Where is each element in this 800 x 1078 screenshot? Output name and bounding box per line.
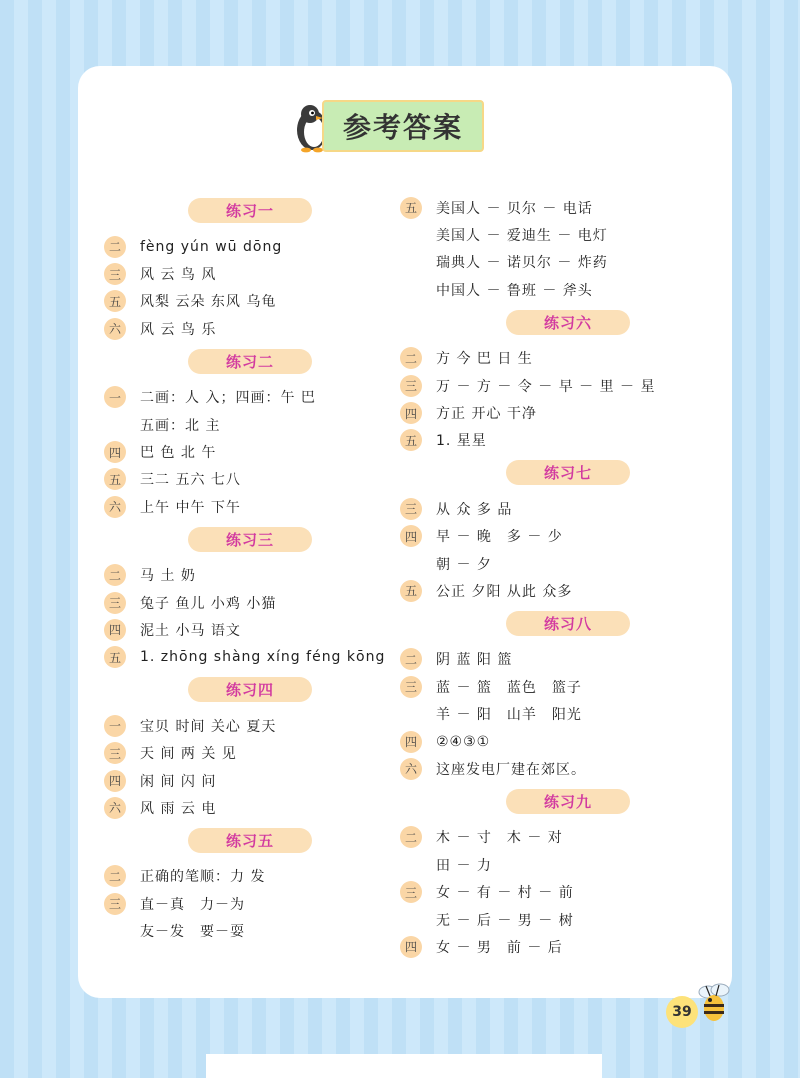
answer-row [400,495,700,522]
question-number-badge: 四 [400,936,422,958]
answer-row [104,260,394,287]
question-number-badge: 六 [104,797,126,819]
answer-row [400,728,700,755]
answer-row [400,372,700,399]
answer-row [104,644,394,671]
answer-row [400,523,700,550]
answer-row [400,577,700,604]
exercise-section [400,460,700,605]
answer-row [104,794,394,821]
answer-text: 风 云 鸟 乐 [140,321,217,338]
question-number-badge: 五 [400,429,422,451]
answer-row [400,700,700,727]
question-number-badge: 四 [400,731,422,753]
question-number-badge [400,224,422,246]
question-number-badge [400,854,422,876]
exercise-section [104,198,394,343]
answer-text: 兔子 鱼儿 小鸡 小猫 [140,595,277,612]
answer-text: 五画：北 主 [140,417,221,434]
answer-row [400,933,700,960]
answer-text: 上午 中午 下午 [140,499,241,516]
answer-row [104,493,394,520]
answer-text: 公正 夕阳 从此 众多 [436,583,573,600]
answer-text: 二画：人 入；四画：午 巴 [140,390,316,407]
answer-text: ②④③① [436,733,491,750]
answer-row [400,276,700,303]
answer-row [104,767,394,794]
question-number-badge: 三 [400,375,422,397]
answer-row [104,890,394,917]
answer-row [400,221,700,248]
question-number-badge [400,909,422,931]
answer-row [400,851,700,878]
question-number-badge: 二 [400,648,422,670]
answer-text: 友－发 要－耍 [140,924,245,941]
answer-text: 巴 色 北 午 [140,445,217,462]
question-number-badge: 二 [104,865,126,887]
answer-text: 木 － 寸 木 － 对 [436,830,563,847]
exercise-section [104,527,394,672]
question-number-badge: 三 [400,498,422,520]
section-header: 练习二 [188,349,312,374]
answer-row [104,438,394,465]
answer-text: 阴 蓝 阳 篮 [436,652,513,669]
question-number-badge: 三 [400,676,422,698]
answer-text: 1. 星星 [436,433,487,450]
question-number-badge: 六 [400,758,422,780]
answer-text: 正确的笔顺：力 发 [140,869,266,886]
answer-row [400,673,700,700]
question-number-badge: 四 [104,619,126,641]
question-number-badge: 五 [104,290,126,312]
question-number-badge: 四 [104,441,126,463]
exercise-section [400,310,700,455]
answer-row [104,411,394,438]
answer-text: 风梨 云朵 东风 乌龟 [140,294,277,311]
question-number-badge: 四 [400,402,422,424]
question-number-badge: 五 [400,580,422,602]
section-header: 练习八 [506,611,630,636]
answer-text: 从 众 多 品 [436,501,513,518]
question-number-badge: 五 [104,646,126,668]
section-header: 练习一 [188,198,312,223]
page-number: 39 [666,996,698,1028]
question-number-badge: 二 [400,826,422,848]
question-number-badge: 五 [400,197,422,219]
answer-row [400,399,700,426]
answer-row [400,824,700,851]
bottom-strip [206,1054,602,1078]
question-number-badge: 二 [400,347,422,369]
answer-text: 美国人 － 贝尔 － 电话 [436,200,593,217]
answer-row [400,550,700,577]
exercise-section [104,349,394,521]
answer-row [400,878,700,905]
exercise-section [400,611,700,783]
answer-text: 风 云 鸟 风 [140,267,217,284]
answer-row [400,755,700,782]
answer-text: 中国人 － 鲁班 － 斧头 [436,282,593,299]
question-number-badge [104,414,126,436]
answer-text: 三二 五六 七八 [140,472,241,489]
answer-row [104,233,394,260]
question-number-badge: 三 [104,893,126,915]
answer-text: 美国人 － 爱迪生 － 电灯 [436,228,608,245]
exercise-section [104,828,394,945]
answer-row [400,194,700,221]
answer-row [104,863,394,890]
answer-row [400,427,700,454]
question-number-badge [400,279,422,301]
question-number-badge: 三 [104,742,126,764]
answer-text: 蓝 － 篮 蓝色 篮子 [436,679,582,696]
question-number-badge [104,920,126,942]
answer-text: 宝贝 时间 关心 夏天 [140,718,277,735]
answer-row [104,712,394,739]
answer-text: 女 － 男 前 － 后 [436,939,563,956]
question-number-badge: 六 [104,496,126,518]
answer-row [104,315,394,342]
section-header: 练习九 [506,789,630,814]
question-number-badge: 三 [104,263,126,285]
question-number-badge: 一 [104,715,126,737]
answer-text: 早 － 晚 多 － 少 [436,529,563,546]
answer-text: 田 － 力 [436,857,492,874]
exercise-section [104,677,394,822]
question-number-badge [400,553,422,575]
answer-text: 闲 间 闪 问 [140,773,217,790]
answer-text: 方正 开心 干净 [436,406,537,423]
answer-text: 女 － 有 － 村 － 前 [436,885,574,902]
question-number-badge: 五 [104,468,126,490]
answer-text: 无 － 后 － 男 － 树 [436,912,574,929]
question-number-badge [400,251,422,273]
right-column [400,194,700,967]
exercise-section [400,194,700,304]
section-header: 练习七 [506,460,630,485]
answer-row [104,616,394,643]
answer-row [104,739,394,766]
answer-row [104,288,394,315]
answer-text: 万 － 方 － 令 － 早 － 里 － 星 [436,378,656,395]
answer-text: 1. zhōng shàng xíng féng kōng [140,649,386,666]
answer-text: 马 土 奶 [140,568,196,585]
answer-row [400,906,700,933]
answer-text: fèng yún wū dōng [140,238,283,255]
answer-row [104,589,394,616]
question-number-badge: 四 [104,770,126,792]
answer-text: 方 今 巴 日 生 [436,351,533,368]
page-title: 参考答案 [322,100,484,152]
answer-text: 朝 － 夕 [436,556,492,573]
question-number-badge: 六 [104,318,126,340]
section-header: 练习六 [506,310,630,335]
answer-row [104,466,394,493]
answer-text: 风 雨 云 电 [140,800,217,817]
answer-row [104,384,394,411]
question-number-badge: 三 [104,592,126,614]
answer-text: 泥土 小马 语文 [140,622,241,639]
answer-text: 直－真 力－为 [140,896,245,913]
answer-text: 天 间 两 关 见 [140,746,237,763]
answer-row [400,646,700,673]
question-number-badge: 四 [400,525,422,547]
answer-text: 羊 － 阳 山羊 阳光 [436,707,582,724]
answer-row [400,249,700,276]
exercise-section [400,789,700,961]
question-number-badge: 一 [104,386,126,408]
title-area [290,94,490,158]
answer-text: 这座发电厂建在郊区。 [436,761,586,778]
answer-row [104,917,394,944]
question-number-badge: 二 [104,236,126,258]
answer-row [104,562,394,589]
answer-text: 瑞典人 － 诺贝尔 － 炸药 [436,255,608,272]
question-number-badge: 三 [400,881,422,903]
answer-row [400,345,700,372]
section-header: 练习五 [188,828,312,853]
question-number-badge [400,703,422,725]
left-column [104,194,394,951]
question-number-badge: 二 [104,564,126,586]
section-header: 练习四 [188,677,312,702]
section-header: 练习三 [188,527,312,552]
